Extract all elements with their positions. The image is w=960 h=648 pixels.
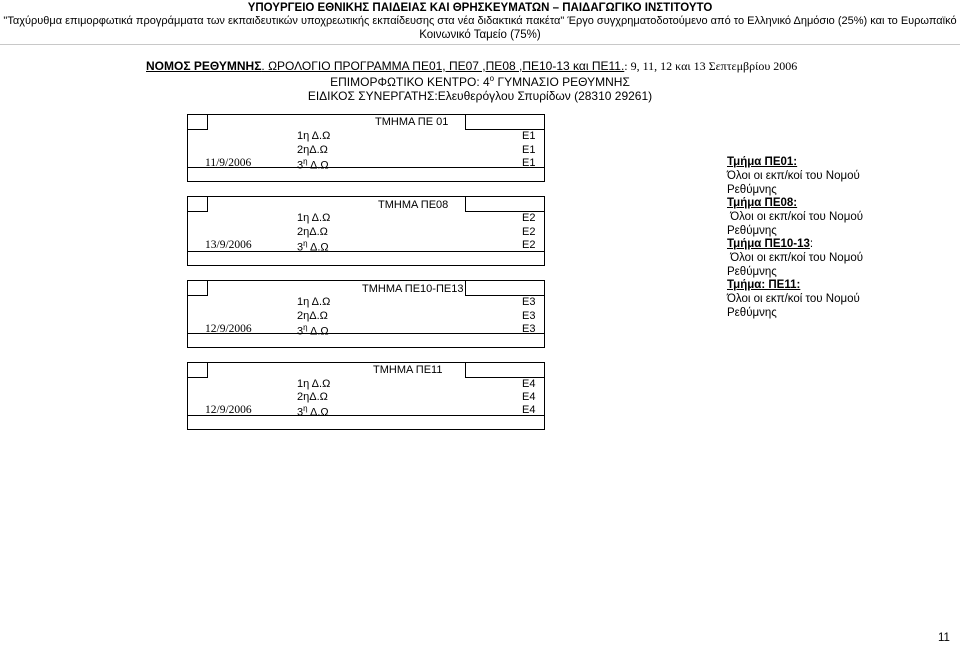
note-line: Όλοι οι εκπ/κοί του Νομού xyxy=(727,252,864,264)
slot-3-label: Δ.Ω xyxy=(307,406,329,419)
room-3: Ε3 xyxy=(522,323,536,335)
slot-2: 2ηΔ.Ω xyxy=(297,226,328,238)
slot-3-num: 3 xyxy=(297,241,304,254)
training-center xyxy=(0,74,960,89)
ordinal-sup: ο xyxy=(489,74,495,83)
program-title: . ΩΡΟΛΟΓΙΟ ΠΡΟΓΡΑΜΜΑ ΠΕ01, ΠΕ07 ,ΠΕ08 ,ΠΕ10-13 και ΠΕ11. xyxy=(261,59,625,73)
note-line: Ρεθύμνης xyxy=(727,266,777,278)
note-title: Τμήμα: ΠΕ11: xyxy=(727,279,801,291)
program-description: "Ταχύρυθμα επιμορφωτικά προγράμματα των εκπαιδευτικών υποχρεωτικής εκπαίδευσης στα νέα διδακτικά πακέτα" Έργο συγχρηματοδοτούμενο από το Ελληνικό Δημόσιο (25%) και το Ευρωπαϊκό xyxy=(3,15,957,27)
header-divider xyxy=(0,44,960,45)
room-1: Ε3 xyxy=(522,296,536,308)
table-heading: ΤΜΗΜΑ ΠΕ10-ΠΕ13 xyxy=(362,283,464,295)
slot-3-label: Δ.Ω xyxy=(307,325,329,338)
page-number: 11 xyxy=(938,632,950,644)
note-heading-pe10-13 xyxy=(727,238,813,250)
note-title: Τμήμα ΠΕ01: xyxy=(727,156,798,168)
schedule-table-pe11 xyxy=(187,362,545,430)
schedule-table-pe01 xyxy=(187,114,545,182)
session-date: 13/9/2006 xyxy=(205,239,252,251)
slot-2: 2ηΔ.Ω xyxy=(297,310,328,322)
slot-3-num: 3 xyxy=(297,325,304,338)
slot-3-label: Δ.Ω xyxy=(307,159,329,172)
slot-3-label: Δ.Ω xyxy=(307,241,329,254)
note-line: Όλοι οι εκπ/κοί του Νομού xyxy=(727,170,860,182)
slot-3-num: 3 xyxy=(297,159,304,172)
schedule-title xyxy=(146,59,797,74)
note-line: Ρεθύμνης xyxy=(727,225,777,237)
room-3: Ε4 xyxy=(522,404,536,416)
room-1: Ε2 xyxy=(522,212,536,224)
slot-3 xyxy=(297,239,329,254)
slot-2: 2ηΔ.Ω xyxy=(297,391,328,403)
room-1: Ε4 xyxy=(522,378,536,390)
note-line: Όλοι οι εκπ/κοί του Νομού xyxy=(727,293,860,305)
schedule-table-pe08 xyxy=(187,196,545,266)
room-2: Ε3 xyxy=(522,310,536,322)
slot-3-num: 3 xyxy=(297,406,304,419)
note-line: Ρεθύμνης xyxy=(727,307,777,319)
table-heading: ΤΜΗΜΑ ΠΕ08 xyxy=(378,199,449,211)
training-center-name: ΓΥΜΝΑΣΙΟ ΡΕΘΥΜΝΗΣ xyxy=(494,75,630,89)
note-heading-pe08 xyxy=(727,197,797,209)
session-date: 12/9/2006 xyxy=(205,323,252,335)
slot-3-sup: η xyxy=(303,239,308,248)
slot-2: 2ηΔ.Ω xyxy=(297,144,328,156)
slot-1: 1η Δ.Ω xyxy=(297,212,331,224)
note-title: Τμήμα ΠΕ08: xyxy=(727,197,798,209)
slot-1: 1η Δ.Ω xyxy=(297,296,331,308)
room-2: Ε1 xyxy=(522,144,536,156)
slot-1: 1η Δ.Ω xyxy=(297,378,331,390)
program-description-cont: Κοινωνικό Ταμείο (75%) xyxy=(419,29,541,41)
slot-3 xyxy=(297,404,329,419)
note-line: Όλοι οι εκπ/κοί του Νομού xyxy=(727,211,864,223)
slot-1: 1η Δ.Ω xyxy=(297,130,331,142)
slot-3 xyxy=(297,157,329,172)
program-dates: : 9, 11, 12 και 13 Σεπτεμβρίου 2006 xyxy=(624,59,798,73)
prefecture-name: ΝΟΜΟΣ ΡΕΘΥΜΝΗΣ xyxy=(146,59,262,73)
slot-3-sup: η xyxy=(303,404,308,413)
slot-3-sup: η xyxy=(303,157,308,166)
session-date: 11/9/2006 xyxy=(205,157,252,169)
room-2: Ε2 xyxy=(522,226,536,238)
note-line: Ρεθύμνης xyxy=(727,184,777,196)
table-heading: ΤΜΗΜΑ ΠΕ 01 xyxy=(375,116,449,128)
session-date: 12/9/2006 xyxy=(205,404,252,416)
room-3: Ε2 xyxy=(522,239,536,251)
special-associate: ΕΙΔΙΚΟΣ ΣΥΝΕΡΓΑΤΗΣ:Ελευθερόγλου Σπυρίδων (28310 29261) xyxy=(307,89,653,103)
table-heading: ΤΜΗΜΑ ΠΕ11 xyxy=(373,364,443,376)
ministry-header: ΥΠΟΥΡΓΕΙΟ ΕΘΝΙΚΗΣ ΠΑΙΔΕΙΑΣ ΚΑΙ ΘΡΗΣΚΕΥΜΑΤΩΝ – ΠΑΙΔΑΓΩΓΙΚΟ ΙΝΣΤΙΤΟΥΤΟ xyxy=(247,2,713,14)
room-1: Ε1 xyxy=(522,130,536,142)
note-heading-pe01 xyxy=(727,156,797,168)
room-2: Ε4 xyxy=(522,391,536,403)
slot-3-sup: η xyxy=(303,323,308,332)
note-colon: : xyxy=(809,238,814,250)
slot-3 xyxy=(297,323,329,338)
training-center-label: ΕΠΙΜΟΡΦΩΤΙΚΟ ΚΕΝΤΡΟ: 4 xyxy=(330,75,490,89)
room-3: Ε1 xyxy=(522,157,536,169)
note-heading-pe11 xyxy=(727,279,800,291)
note-title: Τμήμα ΠΕ10-13 xyxy=(727,238,810,250)
